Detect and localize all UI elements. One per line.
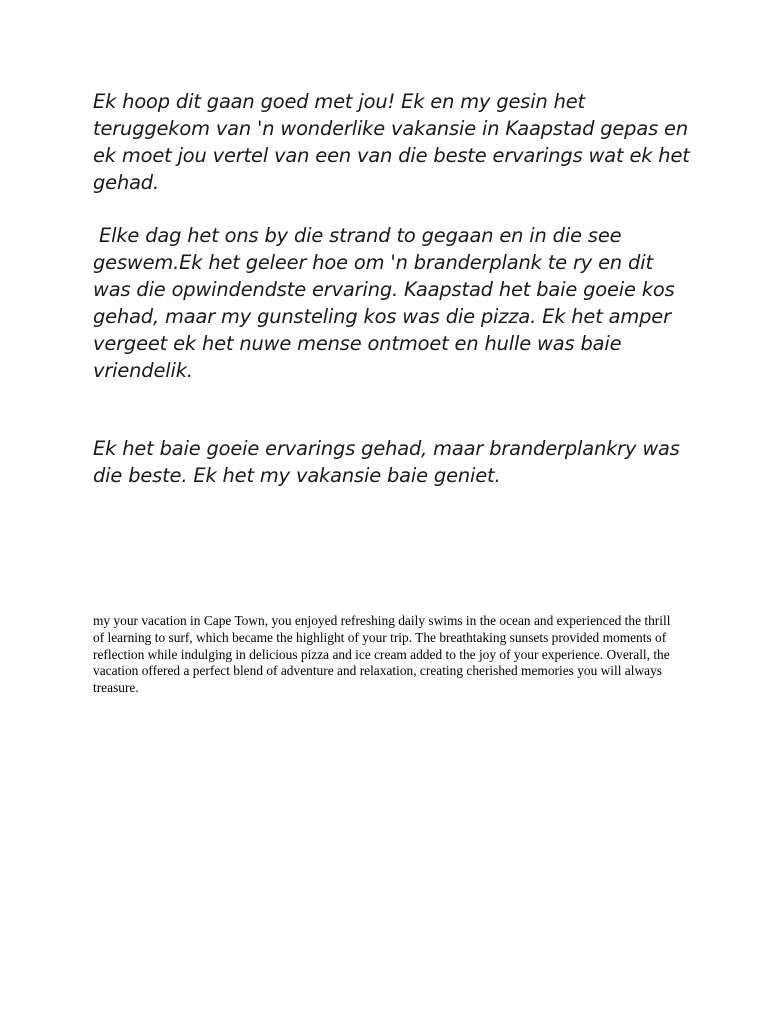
english-summary <box>93 613 683 697</box>
summary-text: my your vacation in Cape Town, you enjoyed refreshing daily swims in the ocean and experienced the thrill of learning to surf, which became the highlight of your trip. The breathtaking sunsets provided moments of reflection while indulging in delicious pizza and ice cream added to the joy of your experience. Overall, the vacation offered a perfect blend of adventure and relaxation, creating cherished memories you will always treasure. <box>93 613 671 696</box>
paragraph-text: Ek het baie goeie ervarings gehad, maar branderplankry was die beste. Ek het my vakansie baie geniet. <box>93 437 680 487</box>
letter-paragraph-intro <box>93 88 693 196</box>
paragraph-text: Ek hoop dit gaan goed met jou! Ek en my gesin het teruggekom van 'n wonderlike vakansie in Kaapstad gepas en ek moet jou vertel van een van die beste ervarings wat ek het gehad. <box>93 90 690 194</box>
letter-paragraph-body <box>93 222 693 384</box>
letter-paragraph-closing <box>93 435 693 489</box>
paragraph-text: Elke dag het ons by die strand to gegaan en in die see geswem.Ek het geleer hoe om 'n branderplank te ry en dit was die opwindendste ervaring. Kaapstad het baie goeie kos gehad, maar my gunsteling kos was die pizza. Ek het amper vergeet ek het nuwe mense ontmoet en hulle was baie vriendelik. <box>93 224 681 382</box>
